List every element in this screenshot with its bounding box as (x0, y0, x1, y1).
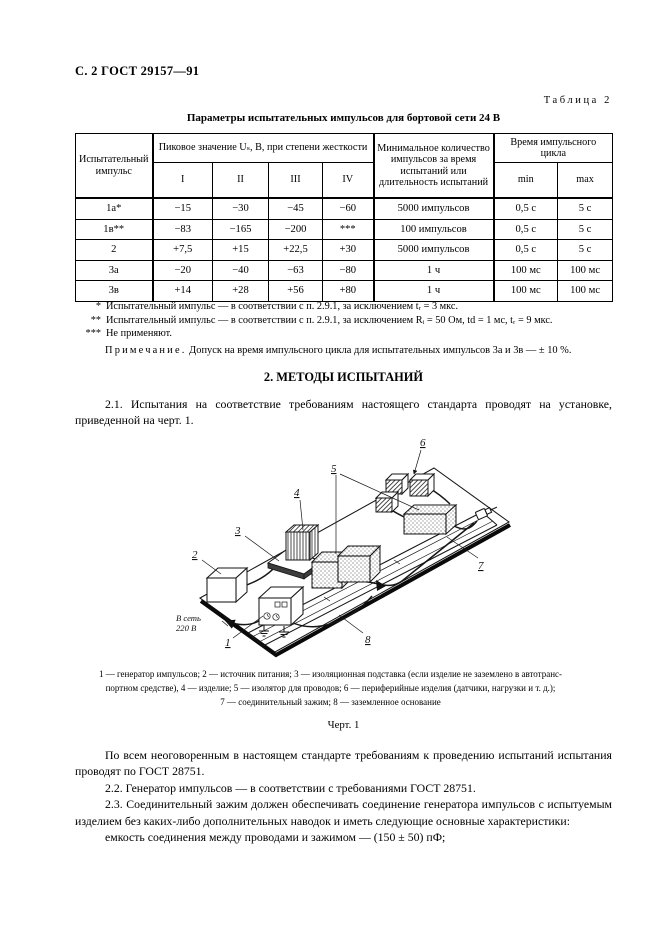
header-severity-2: II (213, 163, 269, 199)
caption-line: портном средстве), 4 — изделие; 5 — изолятор для проводов; 6 — периферийные изделия (датчики, нагрузки и т. д.); (105, 683, 556, 694)
header-peak-group: Пиковое значение Uₛ, В, при степени жесткости (153, 134, 374, 163)
cell-min: 0,5 с (494, 240, 558, 261)
figure-caption (57, 667, 604, 710)
callout-8: 8 (365, 634, 371, 646)
footnote (75, 300, 620, 314)
cell-I: −83 (153, 219, 213, 240)
table-row (76, 281, 613, 302)
callout-5: 5 (331, 463, 337, 475)
cell-I: +14 (153, 281, 213, 302)
cell-min: 100 мс (494, 281, 558, 302)
cell-IV: *** (323, 219, 374, 240)
paragraph-2-2: 2.2. Генератор импульсов — в соответствии с требованиями ГОСТ 28751. (105, 780, 476, 795)
table-row (76, 219, 613, 240)
cell-impulse: 3а (76, 260, 153, 281)
header-cycle-max: max (558, 163, 613, 199)
cell-IV: +30 (323, 240, 374, 261)
footnote-marker: * (95, 301, 101, 312)
cell-min: 0,5 с (494, 219, 558, 240)
cell-III: +56 (269, 281, 323, 302)
callout-7: 7 (478, 560, 484, 572)
cell-III: −63 (269, 260, 323, 281)
table-note (75, 345, 612, 356)
caption-line: 7 — соединительный зажим; 8 — заземленное основание (220, 697, 441, 708)
cell-max: 100 мс (558, 260, 613, 281)
cell-I: −20 (153, 260, 213, 281)
note-label: Примечание. (105, 345, 187, 356)
table-title: Параметры испытательных импульсов для бортовой сети 24 В (186, 112, 501, 124)
table-footnotes (75, 300, 620, 341)
cell-min: 100 мс (494, 260, 558, 281)
section-heading: 2. МЕТОДЫ ИСПЫТАНИЙ (263, 370, 424, 384)
mains-label-line2: 220 В (176, 623, 197, 633)
paragraph-2-3: 2.3. Соединительный зажим должен обеспечивать соединение генератора импульсов с испытуемым изделием без каких-либо дополнительных наводок и иметь следующие основные характеристики: (75, 797, 612, 828)
page-header: С. 2 ГОСТ 29157—91 (75, 64, 200, 78)
paragraph-general: По всем неоговоренным в настоящем стандарте требованиям к проведению испытаний испытания проводят по ГОСТ 28751. (75, 748, 612, 779)
cell-count: 1 ч (374, 260, 494, 281)
cell-IV: −80 (323, 260, 374, 281)
paragraph-2-3-item: емкость соединения между проводами и зажимом — (150 ± 50) пФ; (105, 830, 446, 845)
footnote (75, 327, 620, 341)
callout-4: 4 (294, 487, 300, 499)
callout-2: 2 (192, 549, 198, 561)
figure-number-label: Черт. 1 (327, 719, 360, 731)
callout-1: 1 (225, 637, 231, 649)
cell-impulse: 3в (76, 281, 153, 302)
cell-II: −30 (213, 198, 269, 219)
parameters-table (75, 133, 613, 302)
header-severity-3: III (269, 163, 323, 199)
cell-max: 5 с (558, 198, 613, 219)
impulse-generator (259, 587, 303, 625)
cell-min: 0,5 с (494, 198, 558, 219)
test-setup-figure (164, 430, 516, 663)
mains-label-line1: В сеть (176, 613, 201, 623)
cell-impulse: 2 (76, 240, 153, 261)
header-impulse: Испытательный импульс (76, 134, 153, 199)
header-severity-1: I (153, 163, 213, 199)
cell-I: +7,5 (153, 240, 213, 261)
cell-impulse: 1в** (76, 219, 153, 240)
footnote-marker: *** (85, 328, 101, 340)
footnote-text: Не применяют. (106, 328, 172, 340)
table-number-label: Таблица 2 (543, 95, 612, 106)
cell-II: +15 (213, 240, 269, 261)
body-paragraphs (75, 747, 612, 845)
cell-II: +28 (213, 281, 269, 302)
header-cycle-group: Время импульсного цикла (494, 134, 613, 163)
header-min-count: Минимальное количество импульсов за время испытаний или длительность испытаний (374, 134, 494, 199)
cell-III: −200 (269, 219, 323, 240)
cell-max: 100 мс (558, 281, 613, 302)
cell-III: +22,5 (269, 240, 323, 261)
callout-6: 6 (420, 437, 426, 449)
cell-count: 100 импульсов (374, 219, 494, 240)
cell-max: 5 с (558, 240, 613, 261)
table-row (76, 240, 613, 261)
cell-count: 5000 импульсов (374, 198, 494, 219)
caption-line: 1 — генератор импульсов; 2 — источник питания; 3 — изоляционная подставка (если изделие не заземлено в автотранс- (98, 669, 563, 679)
table-row (76, 198, 613, 219)
callout-3: 3 (235, 525, 241, 537)
cell-IV: −60 (323, 198, 374, 219)
test-setup-drawing (164, 430, 516, 663)
note-text: Допуск на время импульсного цикла для испытательных импульсов 3а и 3в — ± 10 %. (189, 345, 572, 356)
table-row (76, 260, 613, 281)
cell-I: −15 (153, 198, 213, 219)
cell-count: 5000 импульсов (374, 240, 494, 261)
paragraph-2-1: 2.1. Испытания на соответствие требованиям настоящего стандарта проводят на установке, приведенной на черт. 1. (75, 397, 612, 427)
power-source (207, 568, 247, 602)
cell-II: −165 (213, 219, 269, 240)
cell-II: −40 (213, 260, 269, 281)
cell-impulse: 1а* (76, 198, 153, 219)
footnote-marker: ** (90, 314, 101, 326)
footnote (75, 314, 620, 328)
footnote-text: Испытательный импульс — в соответствии с п. 2.9.1, за исключением Rᵢ = 50 Ом, td = 1 мс, tᵣ = 9 мкс. (106, 314, 553, 326)
footnote-text: Испытательный импульс — в соответствии с п. 2.9.1, за исключением tᵣ = 3 мкс. (106, 301, 459, 312)
cell-IV: +80 (323, 281, 374, 302)
cell-max: 5 с (558, 219, 613, 240)
device-under-test (286, 525, 318, 560)
cell-III: −45 (269, 198, 323, 219)
header-severity-4: IV (323, 163, 374, 199)
cell-count: 1 ч (374, 281, 494, 302)
header-cycle-min: min (494, 163, 558, 199)
